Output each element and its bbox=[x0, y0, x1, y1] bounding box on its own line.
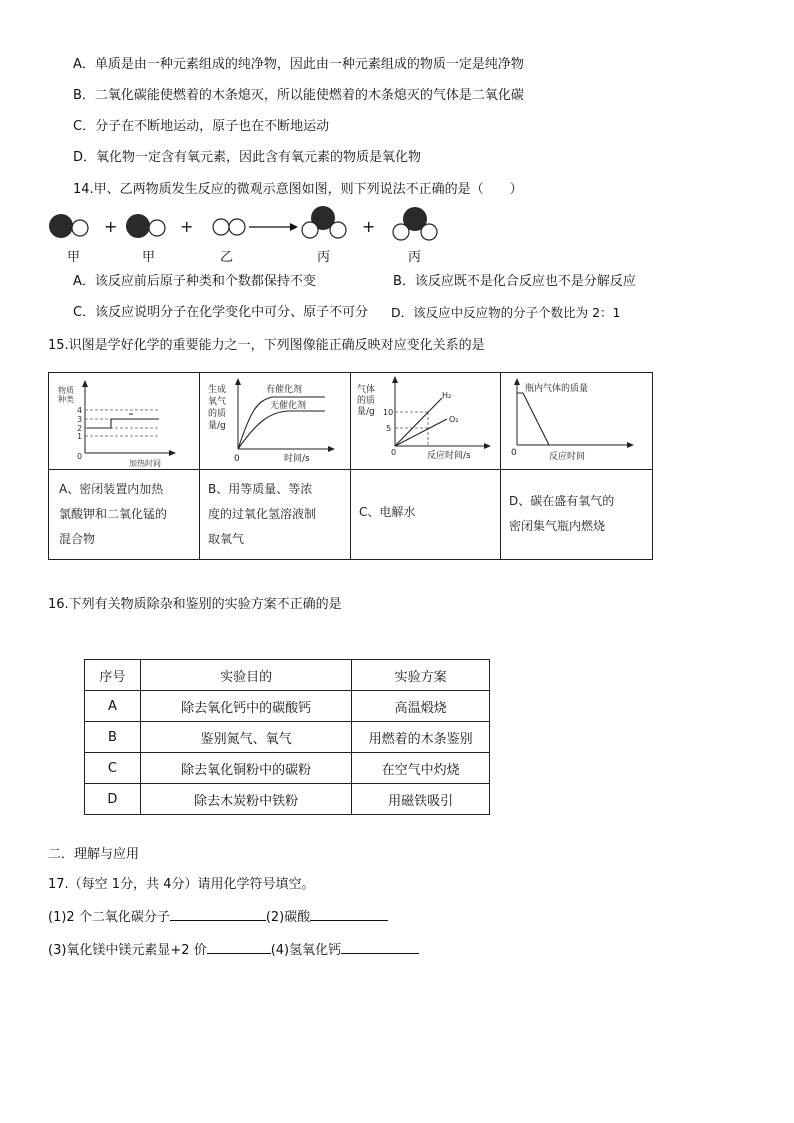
q17-part-2-label: (2)碳酸 bbox=[265, 910, 311, 925]
q14-option-c: C．该反应说明分子在化学变化中可分、原子不可分 bbox=[73, 305, 369, 320]
graph-d-xlabel: 反应时间 bbox=[549, 452, 586, 462]
graph-b bbox=[200, 373, 350, 469]
row-d-purpose: 除去木炭粉中铁粉 bbox=[140, 784, 351, 815]
graph-b-origin: 0 bbox=[234, 454, 240, 464]
q14-option-a: A．该反应前后原子种类和个数都保持不变 bbox=[73, 274, 316, 289]
graph-a-tick-3: 3 bbox=[77, 415, 83, 424]
graph-d-ylabel: 瓶内气体的质量 bbox=[525, 384, 589, 394]
table-row bbox=[85, 722, 490, 753]
q13-option-a: A．单质是由一种元素组成的纯净物，因此由一种元素组成的物质一定是纯净物 bbox=[73, 57, 524, 72]
graph-c-tick-5: 5 bbox=[386, 424, 392, 433]
graph-a-tick-2: 2 bbox=[77, 424, 83, 433]
plus-sign-2: + bbox=[180, 217, 194, 236]
row-b-purpose: 鉴别氮气、氧气 bbox=[140, 722, 351, 753]
q14-option-b: B．该反应既不是化合反应也不是分解反应 bbox=[393, 274, 636, 289]
diagram-label-jia-1: 甲 bbox=[67, 250, 81, 265]
q13-option-d: D．氧化物一定含有氧元素，因此含有氧元素的物质是氧化物 bbox=[73, 150, 422, 165]
diagram-label-yi: 乙 bbox=[220, 250, 234, 265]
graph-c-line-h2 bbox=[395, 398, 442, 446]
q16-stem: 16.下列有关物质除杂和鉴别的实验方案不正确的是 bbox=[48, 597, 342, 612]
reaction-diagram bbox=[46, 206, 506, 266]
q16-table bbox=[84, 659, 490, 815]
row-a-plan: 高温煅烧 bbox=[352, 691, 490, 722]
oxygen-atom-icon bbox=[330, 222, 346, 238]
arrow-head-icon bbox=[290, 223, 298, 231]
table-row bbox=[85, 691, 490, 722]
graph-a-ylabel-1: 物质 bbox=[58, 386, 74, 395]
caption-b bbox=[208, 477, 316, 552]
graph-b-ylabel-3: 的质 bbox=[208, 409, 227, 419]
graph-c-ylabel-2: 的质 bbox=[357, 396, 376, 406]
caption-c bbox=[359, 500, 415, 525]
diagram-label-jia-2: 甲 bbox=[142, 250, 156, 265]
graph-b-xlabel: 时间/s bbox=[284, 454, 310, 464]
header-plan: 实验方案 bbox=[352, 660, 490, 691]
row-d-plan: 用磁铁吸引 bbox=[352, 784, 490, 815]
graph-c-label-h2: H₂ bbox=[442, 391, 452, 400]
graph-c-origin: 0 bbox=[391, 448, 397, 457]
caption-b-line-1: B、用等质量、等浓 bbox=[208, 482, 313, 496]
row-a-purpose: 除去氧化钙中的碳酸钙 bbox=[140, 691, 351, 722]
graph-a-ylabel-2: 种类 bbox=[58, 395, 74, 404]
graph-c-ylabel-3: 量/g bbox=[357, 407, 375, 417]
header-index: 序号 bbox=[85, 660, 141, 691]
q15-graph-table bbox=[48, 372, 653, 560]
graph-c-line-o2 bbox=[395, 419, 447, 446]
q17-part-4-label: (4)氢氧化钙 bbox=[270, 943, 342, 958]
graph-c-label-o2: O₂ bbox=[449, 415, 459, 424]
caption-a-line-2: 氯酸钾和二氧化锰的 bbox=[59, 507, 168, 521]
oxygen-atom-icon bbox=[72, 220, 88, 236]
graph-d-origin: 0 bbox=[511, 448, 517, 458]
table-row bbox=[85, 753, 490, 784]
graph-a-origin: 0 bbox=[77, 452, 83, 461]
graph-c-ylabel-1: 气体 bbox=[357, 385, 376, 395]
carbon-atom-icon bbox=[126, 214, 150, 238]
q17-part-1-label: (1)2 个二氧化碳分子 bbox=[48, 910, 170, 925]
plus-sign-1: + bbox=[104, 217, 118, 236]
q17-line-1 bbox=[48, 907, 388, 927]
row-b-plan: 用燃着的木条鉴别 bbox=[352, 722, 490, 753]
graph-a-tick-4: 4 bbox=[77, 406, 83, 415]
plus-sign-3: + bbox=[362, 217, 376, 236]
q17-blank-2[interactable] bbox=[310, 907, 388, 921]
q17-part-3-label: (3)氧化镁中镁元素显+2 价 bbox=[48, 943, 207, 958]
q17-line-2 bbox=[48, 940, 419, 960]
graph-d-line bbox=[517, 393, 549, 445]
graph-b-curve-no-catalyst bbox=[238, 411, 325, 449]
q14-stem: 14.甲、乙两物质发生反应的微观示意图如图，则下列说法不正确的是（ ） bbox=[73, 182, 523, 197]
q13-option-c: C．分子在不断地运动，原子也在不断地运动 bbox=[73, 119, 330, 134]
row-c-index: C bbox=[85, 753, 141, 784]
oxygen-atom-icon bbox=[302, 222, 318, 238]
oxygen-atom-icon bbox=[213, 219, 229, 235]
caption-b-line-3: 取氧气 bbox=[208, 532, 245, 546]
q17-blank-3[interactable] bbox=[207, 940, 271, 954]
graph-c-tick-10: 10 bbox=[383, 408, 394, 417]
carbon-atom-icon bbox=[49, 214, 73, 238]
graph-a-xlabel: 加热时间 bbox=[129, 459, 161, 468]
caption-b-line-2: 度的过氧化氢溶液制 bbox=[208, 507, 317, 521]
section-title: 二．理解与应用 bbox=[48, 847, 140, 862]
table-row bbox=[85, 784, 490, 815]
caption-a-line-1: A、密闭装置内加热 bbox=[59, 482, 164, 496]
oxygen-atom-icon bbox=[421, 224, 437, 240]
row-b-index: B bbox=[85, 722, 141, 753]
caption-d-line-2: 密闭集气瓶内燃烧 bbox=[509, 519, 606, 533]
q17-blank-1[interactable] bbox=[170, 907, 266, 921]
graph-b-label-catalyst: 有催化剂 bbox=[266, 385, 303, 395]
oxygen-atom-icon bbox=[149, 220, 165, 236]
q13-option-b: B．二氧化碳能使燃着的木条熄灭，所以能使燃着的木条熄灭的气体是二氧化碳 bbox=[73, 88, 524, 103]
header-purpose: 实验目的 bbox=[140, 660, 351, 691]
graph-c-xlabel: 反应时间/s bbox=[427, 451, 471, 461]
q17-blank-4[interactable] bbox=[341, 940, 419, 954]
q15-stem: 15.识图是学好化学的重要能力之一，下列图像能正确反映对应变化关系的是 bbox=[48, 338, 485, 353]
graph-c bbox=[351, 373, 501, 469]
caption-a-line-3: 混合物 bbox=[59, 532, 96, 546]
diagram-label-bing-1: 丙 bbox=[317, 250, 331, 265]
oxygen-atom-icon bbox=[229, 219, 245, 235]
row-c-plan: 在空气中灼烧 bbox=[352, 753, 490, 784]
graph-d bbox=[501, 373, 651, 469]
graph-a bbox=[49, 373, 199, 469]
q14-option-d: D．该反应中反应物的分子个数比为 2：1 bbox=[391, 305, 621, 320]
caption-d bbox=[509, 489, 614, 539]
graph-b-ylabel-2: 氧气 bbox=[208, 397, 227, 407]
graph-b-ylabel-1: 生成 bbox=[208, 385, 227, 395]
oxygen-atom-icon bbox=[393, 224, 409, 240]
caption-a bbox=[59, 477, 167, 552]
graph-b-label-no-catalyst: 无催化剂 bbox=[270, 401, 307, 411]
row-c-purpose: 除去氧化铜粉中的碳粉 bbox=[140, 753, 351, 784]
row-a-index: A bbox=[85, 691, 141, 722]
table-header-row bbox=[85, 660, 490, 691]
graph-a-tick-1: 1 bbox=[77, 432, 83, 441]
row-d-index: D bbox=[85, 784, 141, 815]
graph-b-ylabel-4: 量/g bbox=[208, 421, 226, 431]
caption-c-line-1: C、电解水 bbox=[359, 505, 416, 519]
caption-d-line-1: D、碳在盛有氧气的 bbox=[509, 494, 615, 508]
q17-stem: 17.（每空 1分，共 4分）请用化学符号填空。 bbox=[48, 877, 315, 892]
diagram-label-bing-2: 丙 bbox=[408, 250, 422, 265]
graph-a-line bbox=[87, 419, 159, 428]
